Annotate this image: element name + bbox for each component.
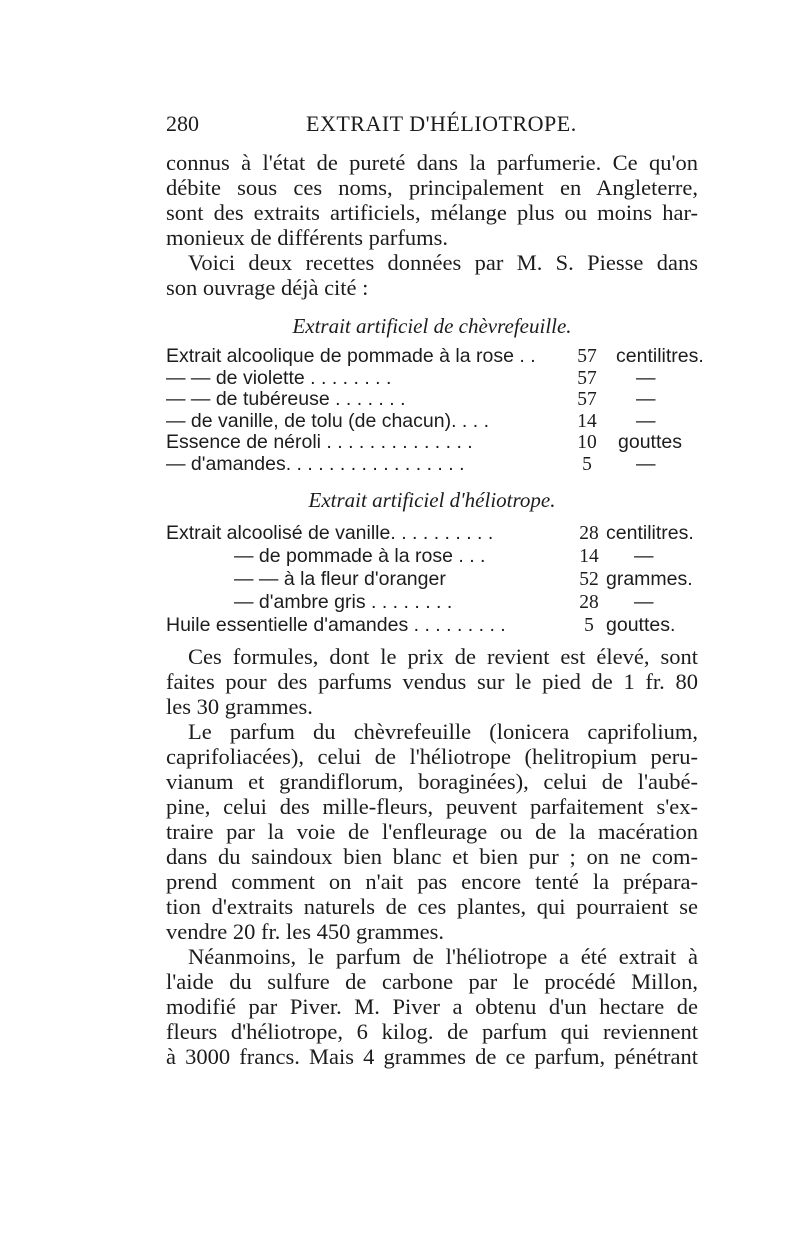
recipe-row [166,614,702,637]
ingredient-label: Extrait alcoolique de pommade à la rose . . [166,345,536,367]
running-title: EXTRAIT D'HÉLIOTROPE. [306,111,577,136]
text-line: monieux de différents parfums. [166,225,449,250]
ingredient-quantity: 14 [579,546,599,567]
text-line: dans du saindoux bien blanc et bien pur ; on ne com- [166,844,698,869]
text-line: débite sous ces noms, principalement en Angleterre, [166,175,698,200]
recipe-row [166,522,702,545]
page-number: 280 [166,111,199,136]
ingredient-unit: — [636,366,656,389]
text-line: tion d'extraits naturels de ces plantes, qui pourraient se [166,894,698,919]
text-line: les 30 grammes. [166,694,313,719]
ingredient-quantity: 5 [582,453,592,475]
ingredient-unit: centilitres. [606,522,694,544]
ingredient-quantity: 28 [579,523,599,544]
ingredient-quantity: 14 [577,410,597,432]
ingredient-label: Extrait alcoolisé de vanille. . . . . . . . . . [166,522,494,544]
text-line: connus à l'état de pureté dans la parfumerie. Ce qu'on [166,150,698,175]
ingredient-quantity: 5 [584,615,594,636]
text-line: à 3000 francs. Mais 4 grammes de ce parfum, pénétrant [166,1044,698,1069]
text-line: faites pour des parfums vendus sur le pied de 1 fr. 80 [166,669,698,694]
text-line: vianum et grandiflorum, boraginées), celui de l'aubé- [166,769,698,794]
recipe-row [166,346,702,368]
text-line: sont des extraits artificiels, mélange plus ou moins har- [166,200,698,225]
ingredient-label: — de pommade à la rose . . . [234,545,486,567]
page-header [166,111,696,151]
ingredient-quantity: 57 [577,346,597,367]
ingredient-label: — de vanille, de tolu (de chacun). . . . [166,409,490,432]
text-line: pine, celui des mille-fleurs, peuvent parfaitement s'ex- [166,794,698,819]
text-line: vendre 20 fr. les 450 grammes. [166,919,445,944]
text-line: Néanmoins, le parfum de l'héliotrope a été extrait à [188,944,698,969]
ingredient-unit: — [636,409,656,432]
recipe-row [166,411,702,433]
intro-paragraph [166,150,698,300]
recipe-row [166,389,702,411]
body-paragraphs [166,644,698,1069]
recipe-table-heliotrope [166,522,702,637]
recipe-row [166,368,702,390]
text-line: traire par la voie de l'enfleurage ou de la macération [166,819,698,844]
recipe-row [166,545,702,568]
ingredient-quantity: 52 [579,569,599,590]
ingredient-label: Huile essentielle d'amandes . . . . . . . . . [166,614,506,636]
text-line: caprifoliacées), celui de l'héliotrope (helitropium peru- [166,744,698,769]
ingredient-unit: — [636,452,656,475]
ingredient-quantity: 57 [577,367,597,389]
ingredient-label: — d'ambre gris . . . . . . . . [234,591,453,613]
ingredient-unit: — [636,388,656,410]
ingredient-label: Essence de néroli . . . . . . . . . . . . . . [166,431,473,453]
text-line: fleurs d'héliotrope, 6 kilog. de parfum qui reviennent [166,1019,698,1044]
recipe-row [166,591,702,614]
ingredient-unit: — [634,545,654,567]
ingredient-label: — — de tubéreuse . . . . . . . [166,388,406,410]
text-line: Le parfum du chèvrefeuille (lonicera caprifolium, [188,719,698,744]
ingredient-label: — — de violette . . . . . . . . [166,366,392,389]
ingredient-label: — — à la fleur d'oranger [234,568,446,590]
text-line: prend comment on n'ait pas encore tenté la prépara- [166,869,698,894]
recipe-title-chevrefeuille: Extrait artificiel de chèvrefeuille. [292,314,572,338]
ingredient-quantity: 28 [579,592,599,613]
text-line: l'aide du sulfure de carbone par le procédé Millon, [166,969,698,994]
ingredient-quantity: 10 [577,432,597,453]
ingredient-quantity: 57 [577,389,597,410]
recipe-table-chevrefeuille [166,346,702,475]
ingredient-unit: gouttes. [606,614,676,636]
text-line: son ouvrage déjà cité : [166,275,369,300]
ingredient-unit: gouttes [618,431,682,453]
recipe-row [166,432,702,454]
ingredient-unit: centilitres. [616,345,704,367]
recipe-title-heliotrope: Extrait artificiel d'héliotrope. [308,488,556,512]
ingredient-label: — d'amandes. . . . . . . . . . . . . . . . . [166,452,465,475]
recipe-row [166,454,702,476]
text-line: Ces formules, dont le prix de revient est élevé, sont [188,644,698,669]
ingredient-unit: — [634,591,654,613]
text-line: Voici deux recettes données par M. S. Piesse dans [188,250,698,275]
recipe-row [166,568,702,591]
ingredient-unit: grammes. [606,568,693,590]
text-line: modifié par Piver. M. Piver a obtenu d'un hectare de [166,994,698,1019]
